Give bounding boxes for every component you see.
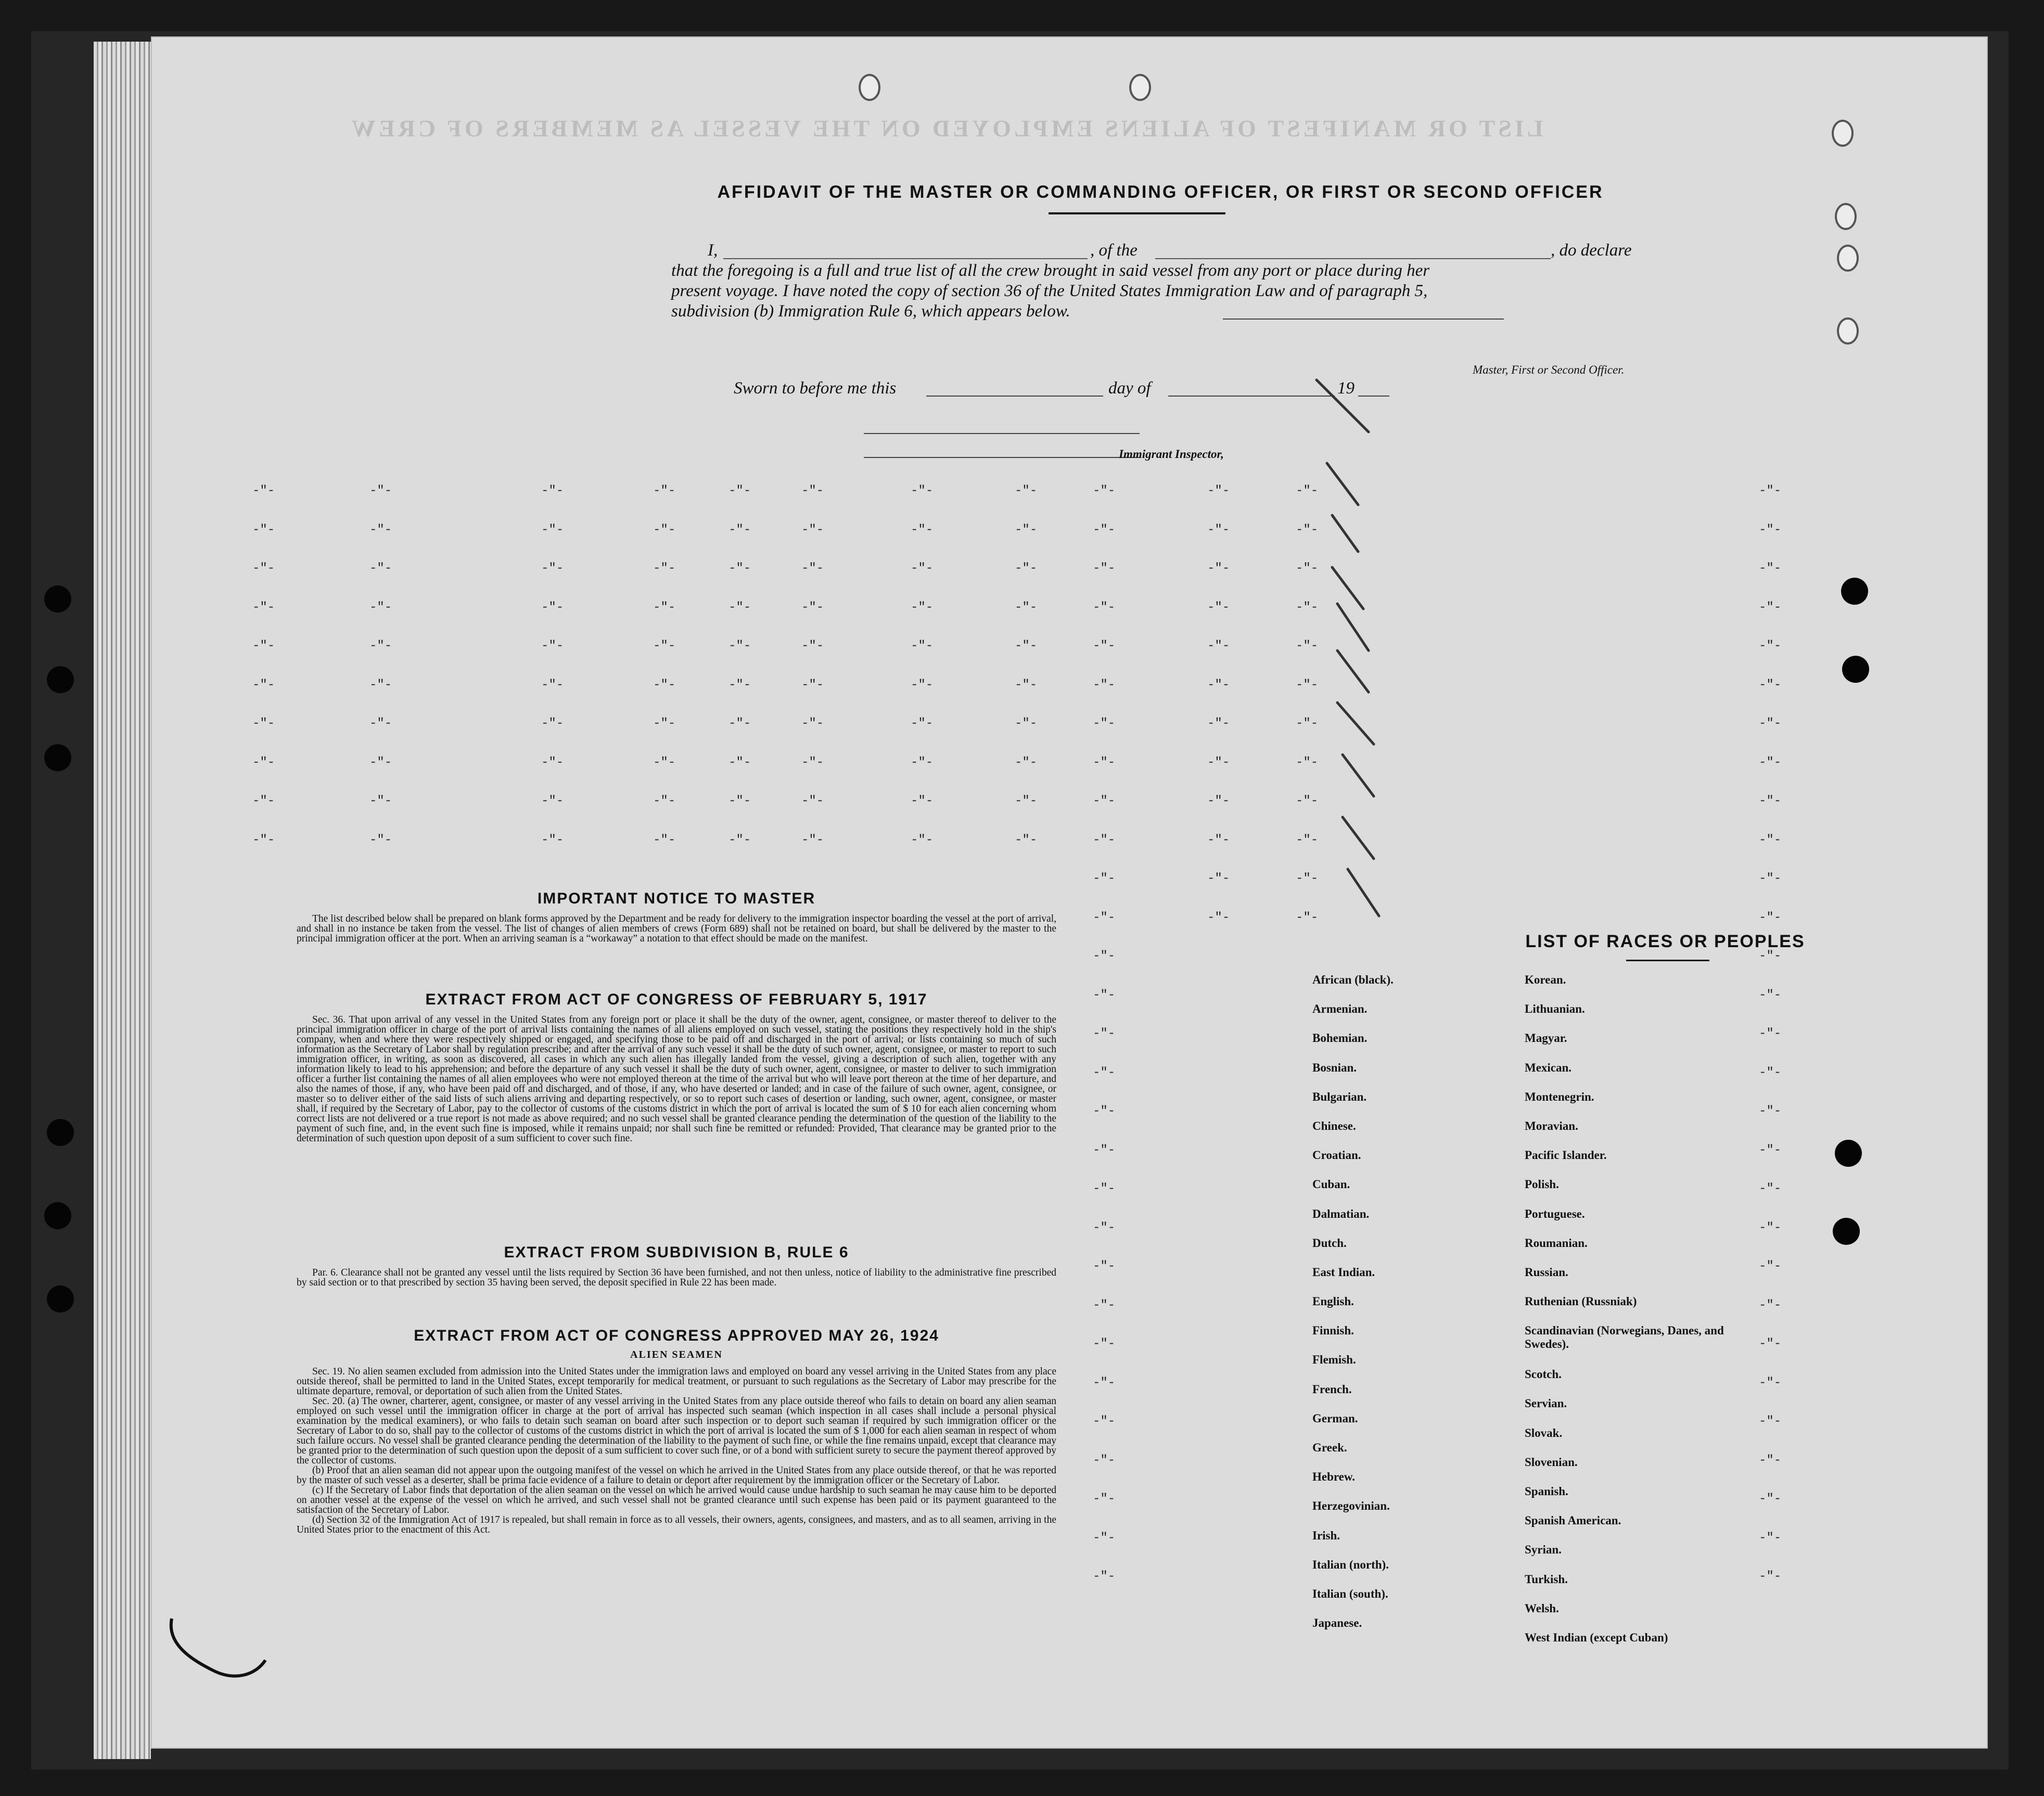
ditto-mark: -"- <box>1015 562 1038 576</box>
ditto-mark: -"- <box>1759 1027 1782 1041</box>
ditto-mark: -"- <box>1207 523 1230 537</box>
race-item: French. <box>1312 1382 1352 1396</box>
race-item: Scandinavian (Norwegians, Danes, and Swedes). <box>1525 1324 1724 1351</box>
race-item: Italian (south). <box>1312 1587 1388 1600</box>
race-item: Chinese. <box>1312 1119 1356 1132</box>
race-item: Cuban. <box>1312 1178 1350 1191</box>
extract-1924-text <box>297 1367 1056 1535</box>
ditto-mark: -"- <box>1093 1065 1116 1080</box>
ditto-mark: -"- <box>1093 1220 1116 1235</box>
race-item: Slovenian. <box>1525 1455 1578 1469</box>
race-item: Russian. <box>1525 1265 1568 1279</box>
declaration-line-1 <box>671 240 1650 261</box>
extract-rule6-title: EXTRACT FROM SUBDIVISION B, RULE 6 <box>504 1244 849 1261</box>
ditto-mark: -"- <box>801 639 824 653</box>
binder-hole-dark <box>1833 1218 1860 1245</box>
ditto-mark: -"- <box>1296 562 1319 576</box>
ditto-mark: -"- <box>911 600 934 615</box>
ditto-mark: -"- <box>1207 833 1230 847</box>
ditto-mark: -"- <box>1093 1259 1116 1273</box>
race-item: East Indian. <box>1312 1265 1375 1279</box>
bleed-through-header: LIST OR MANIFEST OF ALIENS EMPLOYED ON THE VESSEL AS MEMBERS OF CREW <box>349 115 1543 142</box>
title-rule <box>1049 212 1225 214</box>
ditto-mark: -"- <box>541 833 564 847</box>
race-item: Montenegrin. <box>1525 1090 1594 1103</box>
binder-hole-dark <box>47 666 74 693</box>
ditto-mark: -"- <box>541 678 564 692</box>
ditto-mark: -"- <box>1296 833 1319 847</box>
ditto-mark: -"- <box>1093 1453 1116 1468</box>
ditto-mark: -"- <box>252 484 275 498</box>
ditto-mark: -"- <box>1759 1375 1782 1390</box>
ditto-mark: -"- <box>1207 794 1230 808</box>
ditto-mark: -"- <box>1093 1143 1116 1157</box>
ditto-mark: -"- <box>1759 1453 1782 1468</box>
ditto-mark: -"- <box>1093 1415 1116 1429</box>
year-label: 19 <box>1337 379 1355 398</box>
ditto-mark: -"- <box>1296 794 1319 808</box>
ditto-mark: -"- <box>1093 1104 1116 1118</box>
section-20c-paragraph: (c) If the Secretary of Labor finds that deportation of the alien seaman on the vessel on which he arrived would cause undue hardship to such seaman he may cause him to be deported on another vessel at the expense of the vessel on which he arrived, and such vessel shall not be granted clearance until such expense has been paid or its payment guaranteed to the satisfaction of the Secretary of Labor. <box>297 1485 1056 1515</box>
ditto-mark: -"- <box>801 484 824 498</box>
inspector-label: Immigrant Inspector, <box>1119 448 1224 461</box>
ditto-mark: -"- <box>801 678 824 692</box>
ditto-mark: -"- <box>911 484 934 498</box>
race-item: Mexican. <box>1525 1061 1572 1074</box>
pen-stroke <box>161 1598 297 1702</box>
ditto-mark: -"- <box>729 717 751 731</box>
ditto-mark: -"- <box>369 755 392 770</box>
ditto-mark: -"- <box>1093 484 1116 498</box>
check-mark <box>1332 515 1358 552</box>
ditto-mark: -"- <box>1015 600 1038 615</box>
sworn-label: Sworn to before me this <box>734 379 897 398</box>
ditto-mark: -"- <box>541 523 564 537</box>
ditto-mark: -"- <box>653 833 676 847</box>
ditto-mark: -"- <box>653 562 676 576</box>
race-item: Welsh. <box>1525 1601 1559 1615</box>
race-item: Greek. <box>1312 1441 1347 1454</box>
binder-hole-dark <box>47 1285 74 1313</box>
ditto-mark: -"- <box>369 833 392 847</box>
ditto-mark: -"- <box>1759 1531 1782 1545</box>
ditto-mark: -"- <box>541 755 564 770</box>
ditto-mark: -"- <box>801 600 824 615</box>
ditto-mark: -"- <box>653 523 676 537</box>
races-list-left <box>1312 973 1531 1646</box>
ditto-mark: -"- <box>1296 872 1319 886</box>
race-item: Spanish. <box>1525 1485 1568 1498</box>
ditto-mark: -"- <box>1759 1337 1782 1351</box>
ditto-mark: -"- <box>801 717 824 731</box>
ditto-mark: -"- <box>1296 755 1319 770</box>
race-item: English. <box>1312 1295 1354 1308</box>
ditto-mark: -"- <box>252 600 275 615</box>
ditto-mark: -"- <box>1296 484 1319 498</box>
races-title: LIST OF RACES OR PEOPLES <box>1525 932 1805 951</box>
binder-hole-dark <box>44 744 71 771</box>
ditto-mark: -"- <box>1015 484 1038 498</box>
ditto-mark: -"- <box>1759 1104 1782 1118</box>
declaration-line-3: present voyage. I have noted the copy of section 36 of the United States Immigration Law and of paragraph 5, <box>671 282 1428 300</box>
ditto-mark: -"- <box>911 562 934 576</box>
ditto-mark: -"- <box>1015 833 1038 847</box>
race-item: Herzegovinian. <box>1312 1499 1390 1513</box>
ditto-mark: -"- <box>1207 639 1230 653</box>
ditto-mark: -"- <box>1093 988 1116 1002</box>
check-mark <box>1343 817 1374 859</box>
ditto-mark: -"- <box>1759 794 1782 808</box>
ditto-mark: -"- <box>1207 717 1230 731</box>
declaration-line-4: subdivision (b) Immigration Rule 6, which appears below. <box>671 302 1070 321</box>
day-of-label: day of <box>1108 379 1151 398</box>
race-item: Portuguese. <box>1525 1207 1585 1220</box>
ditto-mark: -"- <box>369 484 392 498</box>
ditto-mark: -"- <box>541 600 564 615</box>
race-item: Bohemian. <box>1312 1031 1368 1045</box>
ditto-mark: -"- <box>369 717 392 731</box>
race-item: Lithuanian. <box>1525 1002 1585 1016</box>
race-item: Servian. <box>1525 1397 1567 1410</box>
race-item: Dutch. <box>1312 1236 1347 1250</box>
ditto-mark: -"- <box>653 755 676 770</box>
ditto-mark: -"- <box>653 484 676 498</box>
check-mark <box>1348 869 1379 916</box>
binder-hole-dark <box>44 585 71 613</box>
inspector-signature-line-2[interactable] <box>864 457 1140 458</box>
ditto-mark: -"- <box>1093 949 1116 963</box>
ditto-mark: -"- <box>729 833 751 847</box>
race-item: Italian (north). <box>1312 1558 1389 1571</box>
ditto-mark: -"- <box>1759 755 1782 770</box>
races-title-rule <box>1626 960 1709 961</box>
ditto-mark: -"- <box>1296 600 1319 615</box>
race-item: Irish. <box>1312 1528 1340 1542</box>
race-item: African (black). <box>1312 973 1394 986</box>
binder-hole-dark <box>1835 1140 1862 1167</box>
race-item: Roumanian. <box>1525 1236 1588 1250</box>
binder-hole-dark <box>44 1202 71 1229</box>
ditto-mark: -"- <box>729 794 751 808</box>
ditto-mark: -"- <box>1759 872 1782 886</box>
race-item: West Indian (except Cuban) <box>1525 1631 1668 1644</box>
document-page <box>151 36 1988 1749</box>
ditto-mark: -"- <box>369 523 392 537</box>
ditto-mark: -"- <box>252 794 275 808</box>
ditto-mark: -"- <box>1759 910 1782 925</box>
sworn-date-field[interactable] <box>926 396 1103 397</box>
ditto-mark: -"- <box>801 523 824 537</box>
ditto-mark: -"- <box>252 639 275 653</box>
rule-6-paragraph: Par. 6. Clearance shall not be granted any vessel until the lists required by Section 36 have been furnished, and not then unless, notice of liability to the administrative fine prescribed by said section or to that prescribed by section 35 having been served, the deposit specified in Rule 22 has been made. <box>297 1267 1056 1288</box>
check-mark <box>1317 380 1369 432</box>
ditto-mark: -"- <box>653 717 676 731</box>
race-item: Polish. <box>1525 1178 1559 1191</box>
declaration-paragraph <box>671 240 1650 322</box>
race-item: Flemish. <box>1312 1353 1356 1367</box>
ditto-mark: -"- <box>541 639 564 653</box>
race-item: Slovak. <box>1525 1426 1563 1440</box>
race-item: Moravian. <box>1525 1119 1578 1132</box>
ditto-mark: -"- <box>1207 562 1230 576</box>
ditto-mark: -"- <box>729 755 751 770</box>
ditto-mark: -"- <box>1015 755 1038 770</box>
ditto-mark: -"- <box>1093 678 1116 692</box>
ditto-mark: -"- <box>911 678 934 692</box>
binder-hole-dark <box>47 1119 74 1146</box>
check-mark <box>1337 604 1369 651</box>
ditto-mark: -"- <box>1093 1337 1116 1351</box>
ditto-mark: -"- <box>1093 910 1116 925</box>
binder-hole-right <box>1832 120 1854 147</box>
alien-seamen-subtitle: ALIEN SEAMEN <box>630 1349 723 1360</box>
ditto-mark: -"- <box>1759 1220 1782 1235</box>
check-mark <box>1327 463 1358 505</box>
ditto-mark: -"- <box>1759 1570 1782 1584</box>
binder-hole-right <box>1837 245 1859 272</box>
ditto-mark: -"- <box>541 484 564 498</box>
ditto-mark: -"- <box>729 484 751 498</box>
race-item: Dalmatian. <box>1312 1207 1370 1220</box>
binder-hole-dark <box>1842 656 1869 683</box>
section-20b-paragraph: (b) Proof that an alien seaman did not appear upon the outgoing manifest of the vessel on which he arrived in the United States from any place outside thereof, or that he was reported by the master of such vessel as a deserter, shall be prima facie evidence of a failure to detain or deport after requirement by the immigration officer or the Secretary of Labor. <box>297 1465 1056 1486</box>
race-item: Ruthenian (Russniak) <box>1525 1295 1637 1308</box>
notice-title: IMPORTANT NOTICE TO MASTER <box>537 890 816 907</box>
master-label: Master, First or Second Officer. <box>1473 363 1625 376</box>
ditto-mark: -"- <box>1759 1065 1782 1080</box>
extract-1917-title: EXTRACT FROM ACT OF CONGRESS OF FEBRUARY 5, 1917 <box>425 991 928 1008</box>
ditto-mark: -"- <box>252 562 275 576</box>
ditto-mark: -"- <box>1759 562 1782 576</box>
ditto-mark: -"- <box>252 678 275 692</box>
ditto-mark: -"- <box>1093 1182 1116 1196</box>
master-signature-line[interactable] <box>1223 319 1504 320</box>
race-item: Bosnian. <box>1312 1061 1357 1074</box>
ditto-mark: -"- <box>1759 949 1782 963</box>
ditto-mark: -"- <box>252 833 275 847</box>
ditto-mark: -"- <box>1296 910 1319 925</box>
ditto-mark: -"- <box>1759 1492 1782 1506</box>
binder-hole-top-left <box>859 74 880 101</box>
ditto-mark: -"- <box>1093 639 1116 653</box>
ditto-mark: -"- <box>369 600 392 615</box>
notice-text <box>297 914 1056 944</box>
ditto-mark: -"- <box>1093 794 1116 808</box>
ditto-mark: -"- <box>1093 1298 1116 1313</box>
ditto-mark: -"- <box>801 794 824 808</box>
race-item: Bulgarian. <box>1312 1090 1367 1103</box>
ditto-mark: -"- <box>911 794 934 808</box>
ditto-mark: -"- <box>1759 988 1782 1002</box>
race-item: German. <box>1312 1411 1358 1425</box>
extract-1917-text <box>297 1015 1056 1143</box>
ditto-mark: -"- <box>1093 562 1116 576</box>
ditto-mark: -"- <box>369 794 392 808</box>
race-item: Pacific Islander. <box>1525 1149 1607 1162</box>
ditto-mark: -"- <box>1093 523 1116 537</box>
ditto-mark: -"- <box>1093 755 1116 770</box>
check-mark-column <box>1296 370 1431 994</box>
section-20a-paragraph: Sec. 20. (a) The owner, charterer, agent, consignee, or master of any vessel arriving in the United States from any place outside thereof who fails to detain on board any alien seaman employed on such vessel until the immigration officer in charge at the port of arrival has inspected such seaman (which inspection in all cases shall include a personal physical examination by the medical examiners), or who fails to detain such seaman on board after such inspection or to deport such seaman if required by such immigration officer or the Secretary of Labor to do so, shall pay to the collector of customs of the customs district in which the port of arrival is located the sum of $ 1,000 for each alien seaman in respect of whom such failure occurs. No vessel shall be granted clearance pending the determination of the liability to the payment of such fine, or while the fine remains unpaid, except that clearance may be granted prior to the determination of such question upon the deposit of a sum sufficient to cover such fine, or of a bond with sufficient surety to secure the payment thereof approved by the collector of customs. <box>297 1396 1056 1466</box>
ditto-mark: -"- <box>1759 1182 1782 1196</box>
ditto-mark: -"- <box>1759 639 1782 653</box>
extract-rule6-text <box>297 1268 1056 1288</box>
ditto-mark: -"- <box>1015 717 1038 731</box>
declaration-line-2: that the foregoing is a full and true list of all the crew brought in said vessel from any port or place during her <box>671 261 1430 280</box>
ditto-mark: -"- <box>1207 678 1230 692</box>
ditto-mark: -"- <box>1015 794 1038 808</box>
ditto-mark: -"- <box>1296 678 1319 692</box>
ditto-mark: -"- <box>1207 872 1230 886</box>
ditto-mark: -"- <box>1759 1259 1782 1273</box>
ditto-mark: -"- <box>1759 1143 1782 1157</box>
ditto-mark: -"- <box>369 562 392 576</box>
ditto-mark: -"- <box>369 639 392 653</box>
ditto-mark: -"- <box>541 794 564 808</box>
ditto-mark: -"- <box>1093 1027 1116 1041</box>
ditto-mark: -"- <box>653 794 676 808</box>
ditto-mark: -"- <box>1015 523 1038 537</box>
ditto-mark: -"- <box>541 562 564 576</box>
ditto-mark: -"- <box>1759 1415 1782 1429</box>
race-item: Finnish. <box>1312 1324 1354 1338</box>
ditto-mark: -"- <box>1093 600 1116 615</box>
section-20d-paragraph: (d) Section 32 of the Immigration Act of 1917 is repealed, but shall remain in force as to all vessels, their owners, agents, consignees, and masters, and as to all seamen, arriving in the United States prior to the enactment of this Act. <box>297 1514 1056 1535</box>
ditto-mark: -"- <box>1207 600 1230 615</box>
ditto-mark: -"- <box>1015 678 1038 692</box>
races-list-right <box>1525 973 1743 1660</box>
extract-1924-title: EXTRACT FROM ACT OF CONGRESS APPROVED MAY 26, 1924 <box>414 1327 939 1344</box>
ditto-mark: -"- <box>911 755 934 770</box>
notice-paragraph: The list described below shall be prepared on blank forms approved by the Department and be ready for delivery to the immigration inspector boarding the vessel at the port of arrival, and shall in no instance be taken from the vessel. The list of changes of alien members of crews (Form 689) shall not be retained on board, but shall be delivered by the master to the principal immigration officer at the port. When an arriving seaman is a “workaway” a notation to that effect should be made on the manifest. <box>297 913 1056 944</box>
affidavit-title: AFFIDAVIT OF THE MASTER OR COMMANDING OFFICER, OR FIRST OR SECOND OFFICER <box>717 182 1604 202</box>
ditto-mark: -"- <box>653 600 676 615</box>
race-item: Japanese. <box>1312 1616 1362 1630</box>
ditto-mark: -"- <box>653 639 676 653</box>
declarant-name-field[interactable] <box>723 240 1088 259</box>
ditto-mark: -"- <box>1759 600 1782 615</box>
binder-hole-dark <box>1841 578 1868 605</box>
ditto-mark: -"- <box>911 717 934 731</box>
ditto-mark: -"- <box>1207 755 1230 770</box>
ditto-mark: -"- <box>541 717 564 731</box>
section-19-paragraph: Sec. 19. No alien seamen excluded from admission into the United States under the immigration laws and employed on board any vessel arriving in the United States from any place outside thereof, shall be permitted to land in the United States, except temporarily for medical treatment, or pursuant to such regulations as the Secretary of Labor may prescribe for the ultimate departure, removal, or deportation of such alien from the United States. <box>297 1366 1056 1397</box>
of-the-label: , of the <box>1090 241 1138 260</box>
ditto-mark: -"- <box>1207 484 1230 498</box>
ditto-mark: -"- <box>1759 523 1782 537</box>
check-mark <box>1337 703 1374 744</box>
ditto-mark: -"- <box>1759 678 1782 692</box>
race-item: Croatian. <box>1312 1149 1361 1162</box>
ditto-mark: -"- <box>1759 717 1782 731</box>
vessel-name-field[interactable] <box>1155 240 1551 259</box>
ditto-mark: -"- <box>1015 639 1038 653</box>
ditto-mark: -"- <box>729 600 751 615</box>
ditto-mark: -"- <box>1296 639 1319 653</box>
ditto-mark: -"- <box>1759 484 1782 498</box>
binder-hole-right <box>1835 203 1857 230</box>
ditto-mark: -"- <box>1759 1298 1782 1313</box>
race-item: Spanish American. <box>1525 1514 1621 1527</box>
inspector-signature-line[interactable] <box>864 433 1140 434</box>
ditto-mark: -"- <box>1093 1531 1116 1545</box>
ditto-mark: -"- <box>653 678 676 692</box>
ditto-mark: -"- <box>369 678 392 692</box>
ditto-mark: -"- <box>729 523 751 537</box>
ditto-mark: -"- <box>911 523 934 537</box>
ditto-mark: -"- <box>252 717 275 731</box>
check-mark <box>1343 755 1374 796</box>
ditto-mark: -"- <box>729 678 751 692</box>
ditto-mark: -"- <box>729 639 751 653</box>
binder-hole-top-right <box>1129 74 1151 101</box>
race-item: Hebrew. <box>1312 1470 1355 1484</box>
ditto-mark: -"- <box>801 562 824 576</box>
ditto-mark: -"- <box>1759 833 1782 847</box>
do-declare-label: , do declare <box>1551 241 1632 260</box>
ditto-mark: -"- <box>1093 1570 1116 1584</box>
pronoun-label: I, <box>708 241 718 260</box>
section-36-paragraph: Sec. 36. That upon arrival of any vessel in the United States from any foreign port or place it shall be the duty of the owner, agent, consignee, or master thereof to deliver to the principal immigration officer in charge of the port of arrival lists containing the names of all aliens employed on such vessel, stating the positions they respectively hold in the ship's company, when and where they were respectively shipped or engaged, and specifying those to be paid off and discharged in the port of arrival; or lists containing so much of such information as the Secretary of Labor shall by regulation prescribe; and after the arrival of any such vessel it shall be the duty of such owner, agent, consignee, or master to report to such immigration officer, in writing, as soon as discovered, all cases in which any such alien has illegally landed from the vessel, giving a description of such alien, together with any information likely to lead to his apprehension; and before the departure of any such vessel it shall be the duty of such owner, agent, consignee, or master to deliver to such immigration officer a further list containing the names of all alien employees who were not employed thereon at the time of the arrival but who will leave port thereon at the time of her departure, and also the names of those, if any, who have been paid off and discharged, and of those, if any, who have deserted or landed; and in case of the failure of such owner, agent, consignee, or master so to deliver either of the said lists of such aliens arriving and departing respectively, or so to report such cases of desertion or landing, such owner, agent, consignee, or master shall, if required by the Secretary of Labor, pay to the collector of customs of the customs district in which the port of arrival is located the sum of $ 10 for each alien concerning whom correct lists are not delivered or a true report is not made as above required; and no such vessel shall be granted clearance pending the determination of the question of the liability to the payment of such fine, and, in the event such fine is imposed, while it remains unpaid; nor shall such fine be remitted or refunded: Provided, That clearance may be granted prior to the determination of such question upon deposit of a sum sufficient to cover such fine. <box>297 1014 1056 1144</box>
ditto-mark: -"- <box>1296 523 1319 537</box>
ditto-mark: -"- <box>1093 833 1116 847</box>
ditto-mark: -"- <box>801 833 824 847</box>
ditto-mark: -"- <box>911 833 934 847</box>
ditto-mark: -"- <box>911 639 934 653</box>
ditto-mark: -"- <box>1093 1492 1116 1506</box>
page-stack-edges <box>94 42 151 1759</box>
race-item: Korean. <box>1525 973 1566 986</box>
ditto-mark: -"- <box>252 755 275 770</box>
race-item: Armenian. <box>1312 1002 1368 1016</box>
race-item: Magyar. <box>1525 1031 1567 1045</box>
ditto-mark: -"- <box>801 755 824 770</box>
race-item: Scotch. <box>1525 1368 1562 1381</box>
ditto-mark: -"- <box>1093 872 1116 886</box>
binder-hole-right <box>1837 317 1859 345</box>
ditto-mark: -"- <box>1093 1375 1116 1390</box>
check-mark <box>1337 651 1369 692</box>
ditto-mark: -"- <box>1207 910 1230 925</box>
ditto-mark: -"- <box>252 523 275 537</box>
ditto-mark: -"- <box>1296 717 1319 731</box>
ditto-mark: -"- <box>729 562 751 576</box>
race-item: Syrian. <box>1525 1543 1562 1557</box>
race-item: Turkish. <box>1525 1572 1568 1586</box>
ditto-mark: -"- <box>1093 717 1116 731</box>
